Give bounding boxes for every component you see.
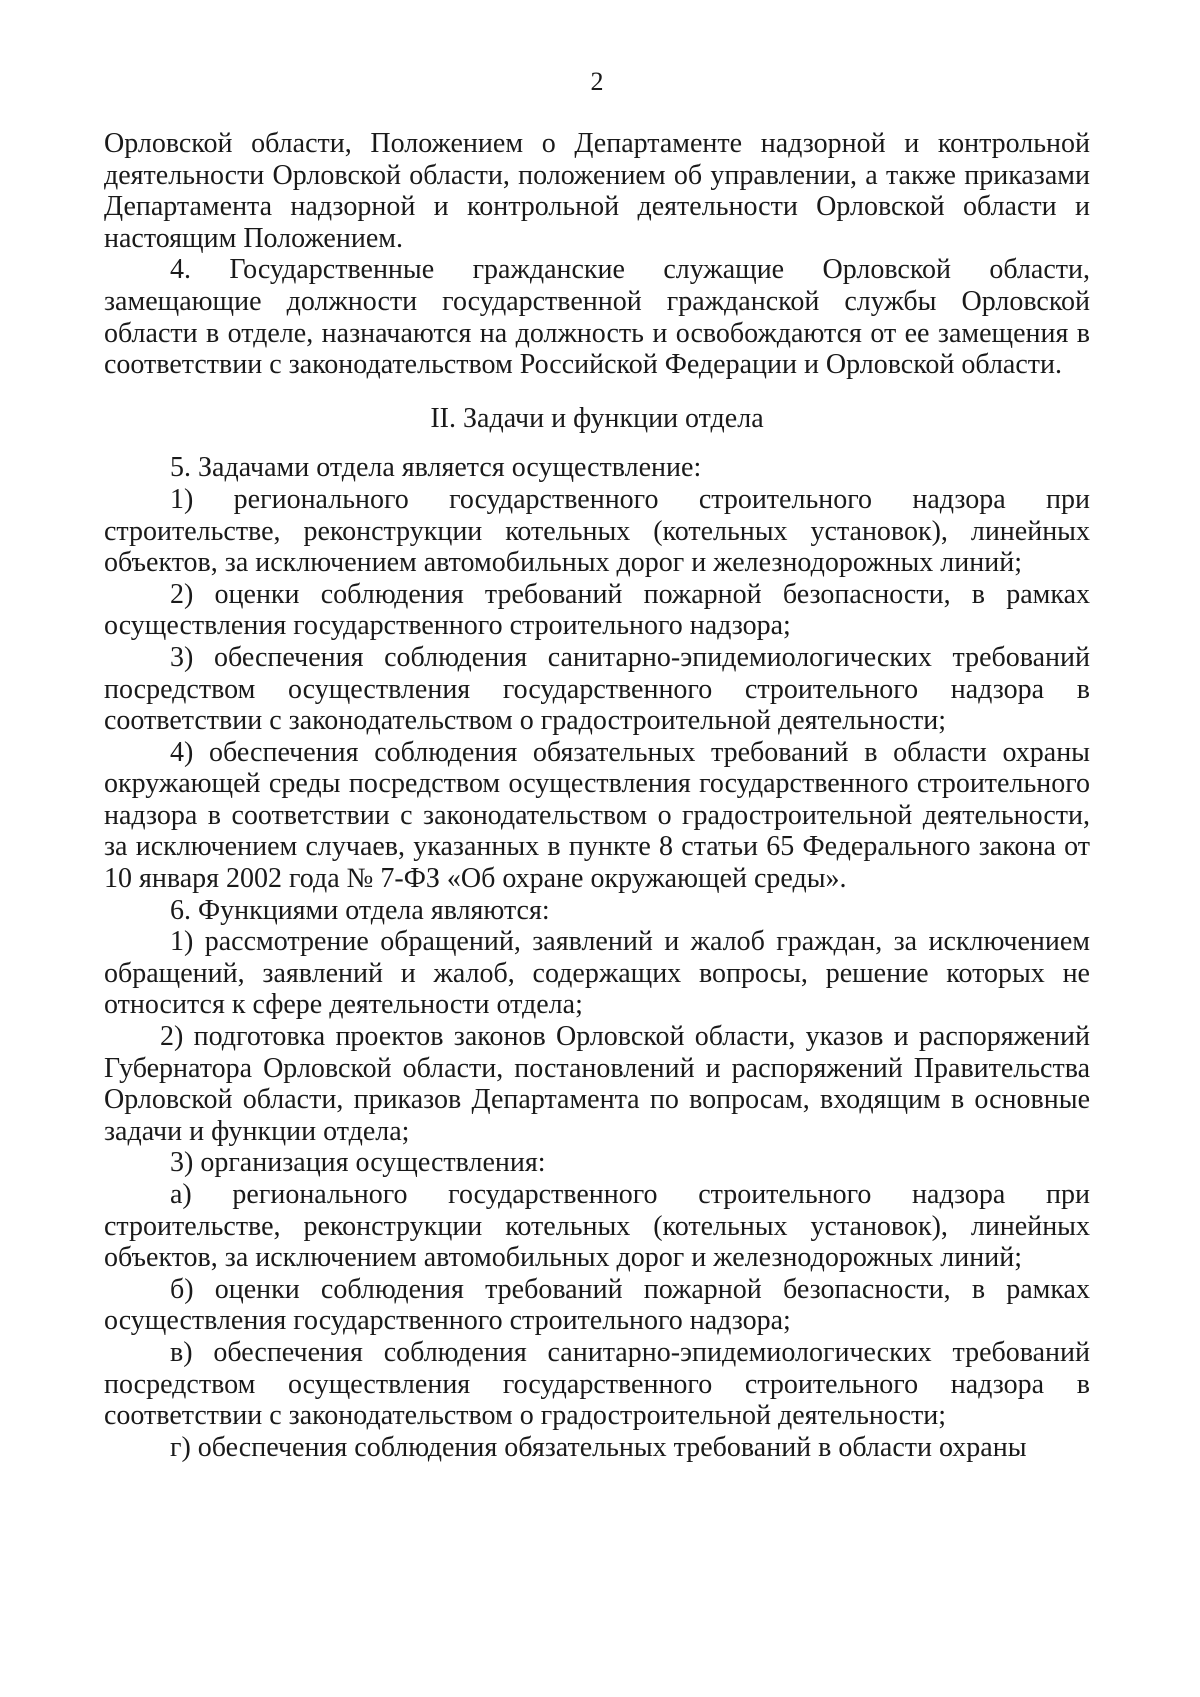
list-subitem: в) обеспечения соблюдения санитарно-эпидемиологических требований посредством осуществления государственного строительного надзора в соответствии с законодательством о градостроительной деятельности; [104,1336,1090,1432]
list-item: 1) рассмотрение обращений, заявлений и жалоб граждан, за исключением обращений, заявлений и жалоб, содержащих вопросы, решение которых не относится к сфере деятельности отдела; [104,926,1090,1021]
list-item: 2) подготовка проектов законов Орловской области, указов и распоряжений Губернатора Орловской области, постановлений и распоряжений Правительства Орловской области, приказов Департамента по вопросам, входящим в основные задачи и функции отдела; [104,1021,1090,1147]
list-subitem: б) оценки соблюдения требований пожарной безопасности, в рамках осуществления государственного строительного надзора; [104,1273,1090,1337]
list-item: 3) обеспечения соблюдения санитарно-эпидемиологических требований посредством осуществления государственного строительного надзора в соответствии с законодательством о градостроительной деятельности; [104,641,1090,737]
section-heading: II. Задачи и функции отдела [430,402,764,434]
list-item: 1) регионального государственного строительного надзора при строительстве, реконструкции котельных (котельных установок), линейных объектов, за исключением автомобильных дорог и железнодорожных линий; [104,483,1090,579]
paragraph-item-5: 5. Задачами отдела является осуществление: [170,452,702,484]
list-subitem: г) обеспечения соблюдения обязательных требований в области охраны [170,1431,1027,1463]
paragraph-item-4: 4. Государственные гражданские служащие Орловской области, замещающие должности государственной гражданской службы Орловской области в отделе, назначаются на должность и освобождаются от ее замещения в соответствии с законодательством Российской Федерации и Орловской области. [104,254,1090,381]
list-item: 3) организация осуществления: [170,1147,546,1179]
paragraph-item-6: 6. Функциями отдела являются: [170,894,550,926]
list-subitem: а) регионального государственного строительного надзора при строительстве, реконструкции котельных (котельных установок), линейных объектов, за исключением автомобильных дорог и железнодорожных линий; [104,1179,1090,1274]
page-number: 2 [590,67,604,96]
list-item: 2) оценки соблюдения требований пожарной безопасности, в рамках осуществления государственного строительного надзора; [104,578,1090,642]
paragraph-continuation: Орловской области, Положением о Департаменте надзорной и контрольной деятельности Орловской области, положением об управлении, а также приказами Департамента надзорной и контрольной деятельности Орловской области и настоящим Положением. [104,128,1090,254]
list-item: 4) обеспечения соблюдения обязательных требований в области охраны окружающей среды посредством осуществления государственного строительного надзора в соответствии с законодательством о градостроительной деятельности, за исключением случаев, указанных в пункте 8 статьи 65 Федерального закона от 10 января 2002 года № 7-ФЗ «Об охране окружающей среды». [104,736,1090,895]
